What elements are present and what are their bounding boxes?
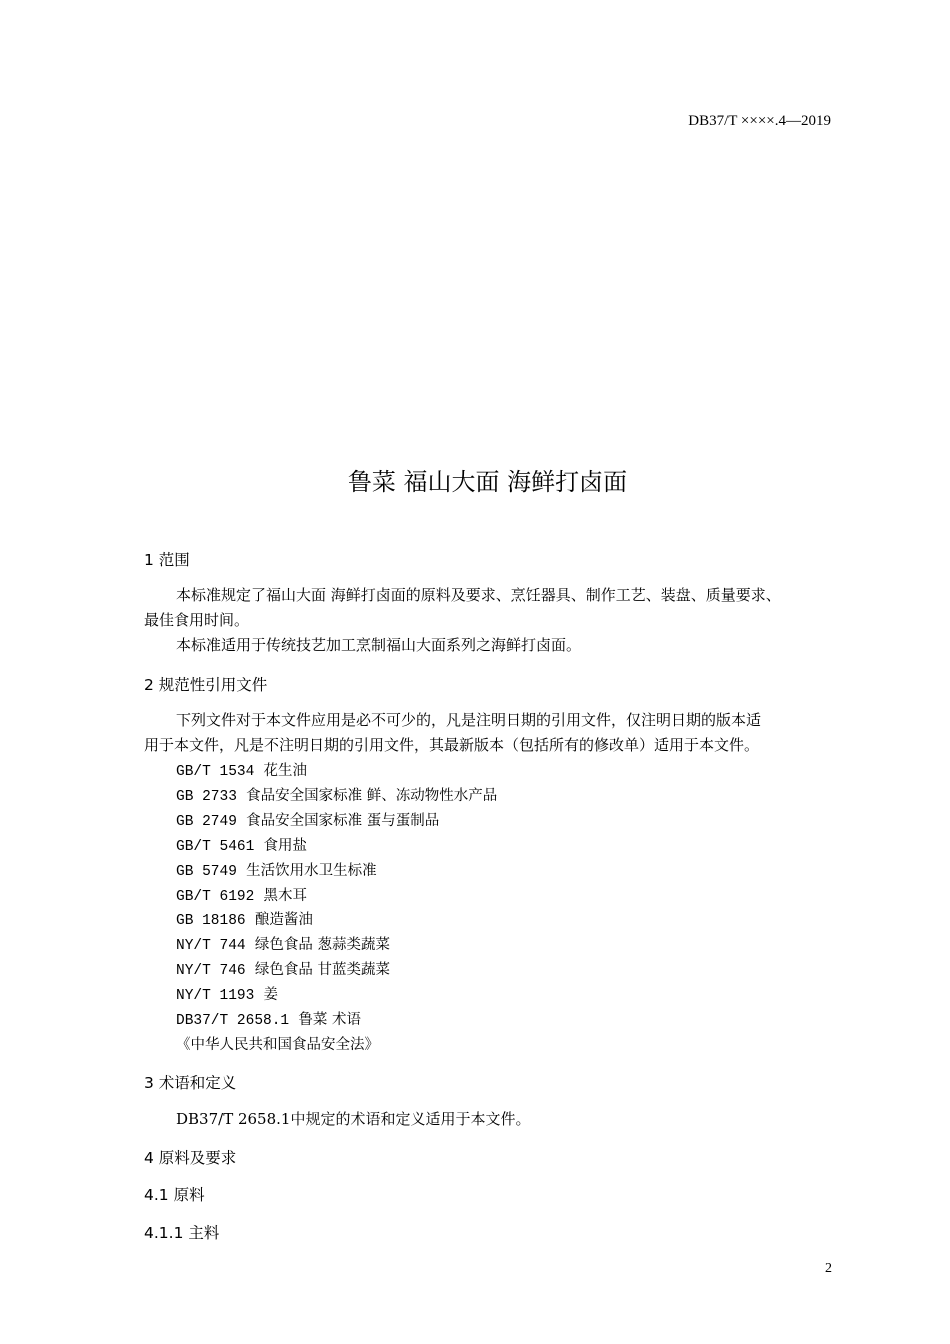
reference-item — [176, 884, 307, 905]
paragraph-line: 本标准适用于传统技艺加工烹制福山大面系列之海鲜打卤面。 — [176, 636, 582, 654]
section-2-heading: 2 规范性引用文件 — [144, 676, 268, 694]
reference-item — [176, 958, 390, 979]
reference-item — [176, 834, 307, 855]
reference-item — [176, 933, 390, 954]
reference-title: 食品安全国家标准 鲜、冻动物性水产品 — [246, 787, 498, 804]
reference-code: GB 2749 — [176, 813, 237, 830]
reference-title: 鲁菜 术语 — [298, 1012, 361, 1028]
reference-title: 绿色食品 甘蓝类蔬菜 — [254, 962, 390, 979]
page-title: 鲁菜 福山大面 海鲜打卤面 — [347, 468, 628, 496]
section-4-heading: 4 原料及要求 — [144, 1149, 237, 1167]
reference-code: GB/T 5461 — [176, 838, 255, 855]
reference-item — [176, 983, 278, 1004]
paragraph-line: 最佳食用时间。 — [144, 611, 250, 629]
section-3-heading: 3 术语和定义 — [144, 1074, 237, 1092]
reference-code: GB/T 1534 — [176, 764, 255, 780]
reference-title: 黑木耳 — [263, 887, 308, 904]
reference-code: NY/T 746 — [176, 963, 246, 980]
paragraph-line: DB37/T 2658.1中规定的术语和定义适用于本文件。 — [176, 1110, 531, 1128]
reference-title: 姜 — [263, 987, 279, 1004]
reference-item — [176, 759, 307, 780]
paragraph-line: 本标准规定了福山大面 海鲜打卤面的原料及要求、烹饪器具、制作工艺、装盘、质量要求、 — [176, 586, 781, 604]
reference-title: 生活饮用水卫生标准 — [246, 862, 377, 879]
reference-item — [176, 1033, 379, 1054]
reference-title: 《中华人民共和国食品安全法》 — [176, 1036, 379, 1053]
reference-item — [176, 1008, 361, 1029]
paragraph-line: 用于本文件，凡是不注明日期的引用文件，其最新版本（包括所有的修改单）适用于本文件。 — [144, 736, 760, 754]
reference-code: DB37/T 2658.1 — [176, 1013, 290, 1029]
reference-item — [176, 809, 439, 830]
reference-title: 食品安全国家标准 蛋与蛋制品 — [246, 812, 440, 829]
reference-code: GB 18186 — [176, 913, 246, 930]
section-4-1-1-heading: 4.1.1 主料 — [144, 1224, 220, 1242]
reference-title: 绿色食品 葱蒜类蔬菜 — [254, 937, 390, 954]
reference-title: 酿造酱油 — [254, 912, 313, 929]
reference-item — [176, 859, 377, 880]
reference-item — [176, 784, 497, 805]
reference-code: NY/T 1193 — [176, 988, 255, 1005]
reference-title: 食用盐 — [263, 837, 308, 854]
reference-code: GB 5749 — [176, 863, 237, 880]
section-4-1-heading: 4.1 原料 — [144, 1186, 205, 1204]
page-number: 2 — [825, 1261, 832, 1276]
reference-item — [176, 908, 313, 929]
section-1-heading: 1 范围 — [144, 551, 190, 569]
paragraph-line: 下列文件对于本文件应用是必不可少的，凡是注明日期的引用文件，仅注明日期的版本适 — [176, 711, 762, 729]
reference-code: GB/T 6192 — [176, 888, 255, 905]
reference-title: 花生油 — [263, 763, 308, 779]
document-number: DB37/T ××××.4—2019 — [688, 113, 831, 129]
reference-code: GB 2733 — [176, 788, 237, 805]
reference-code: NY/T 744 — [176, 938, 246, 955]
